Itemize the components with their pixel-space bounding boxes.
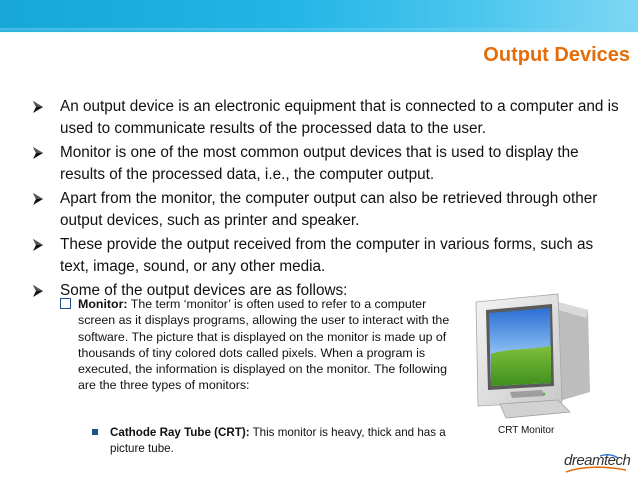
arrow-bullet-icon — [32, 147, 44, 159]
arrow-bullet-icon — [32, 193, 44, 205]
bullet-text: These provide the output received from the computer in various forms, such as text, image, sound, or any other media. — [60, 236, 594, 275]
sub-sub-bullet-item — [92, 425, 452, 457]
bullet-item — [32, 234, 622, 278]
arrow-bullet-icon — [32, 285, 44, 297]
sub-sub-bullet-list — [92, 425, 452, 457]
slide-title: Output Devices — [483, 44, 630, 66]
bullet-list — [32, 96, 622, 304]
sub-bullet-list — [60, 296, 460, 394]
bullet-text: An output device is an electronic equipment that is connected to a computer and is used to communicate results of the processed data to the user. — [60, 98, 619, 137]
bullet-text: Monitor is one of the most common output devices that is used to display the results of the processed data, i.e., the computer output. — [60, 144, 579, 183]
square-bullet-icon — [92, 429, 98, 435]
figure-caption: CRT Monitor — [498, 425, 555, 436]
sub-bullet-text: The term ‘monitor’ is often used to refer to a computer screen as it displays programs, allowing the user to interact with the software. The picture that is displayed on the monitor is made up of thousands of tiny colored dots called pixels. When a program is executed, the information is displayed on the monitor. The following are the three types of monitors: — [78, 297, 450, 393]
arrow-bullet-icon — [32, 101, 44, 113]
sub-bullet-item — [60, 296, 460, 394]
header-band-shadow — [0, 28, 638, 34]
bullet-item — [32, 188, 622, 232]
crt-monitor-image — [470, 288, 592, 426]
checkbox-bullet-icon — [60, 298, 71, 309]
sub-bullet-label: Monitor: — [78, 297, 128, 311]
sub-sub-bullet-label: Cathode Ray Tube (CRT): — [110, 426, 250, 439]
sub-sub-bullet-text: This monitor is heavy, thick and has a picture tube. — [110, 426, 446, 455]
bullet-item — [32, 96, 622, 140]
arrow-bullet-icon — [32, 239, 44, 251]
bullet-item — [32, 142, 622, 186]
bullet-text: Apart from the monitor, the computer output can also be retrieved through other output devices, such as printer and speaker. — [60, 190, 598, 229]
dreamtech-logo — [560, 452, 630, 476]
bullet-text: Some of the output devices are as follows: — [60, 282, 348, 299]
logo-text: dreamtech — [564, 452, 631, 469]
